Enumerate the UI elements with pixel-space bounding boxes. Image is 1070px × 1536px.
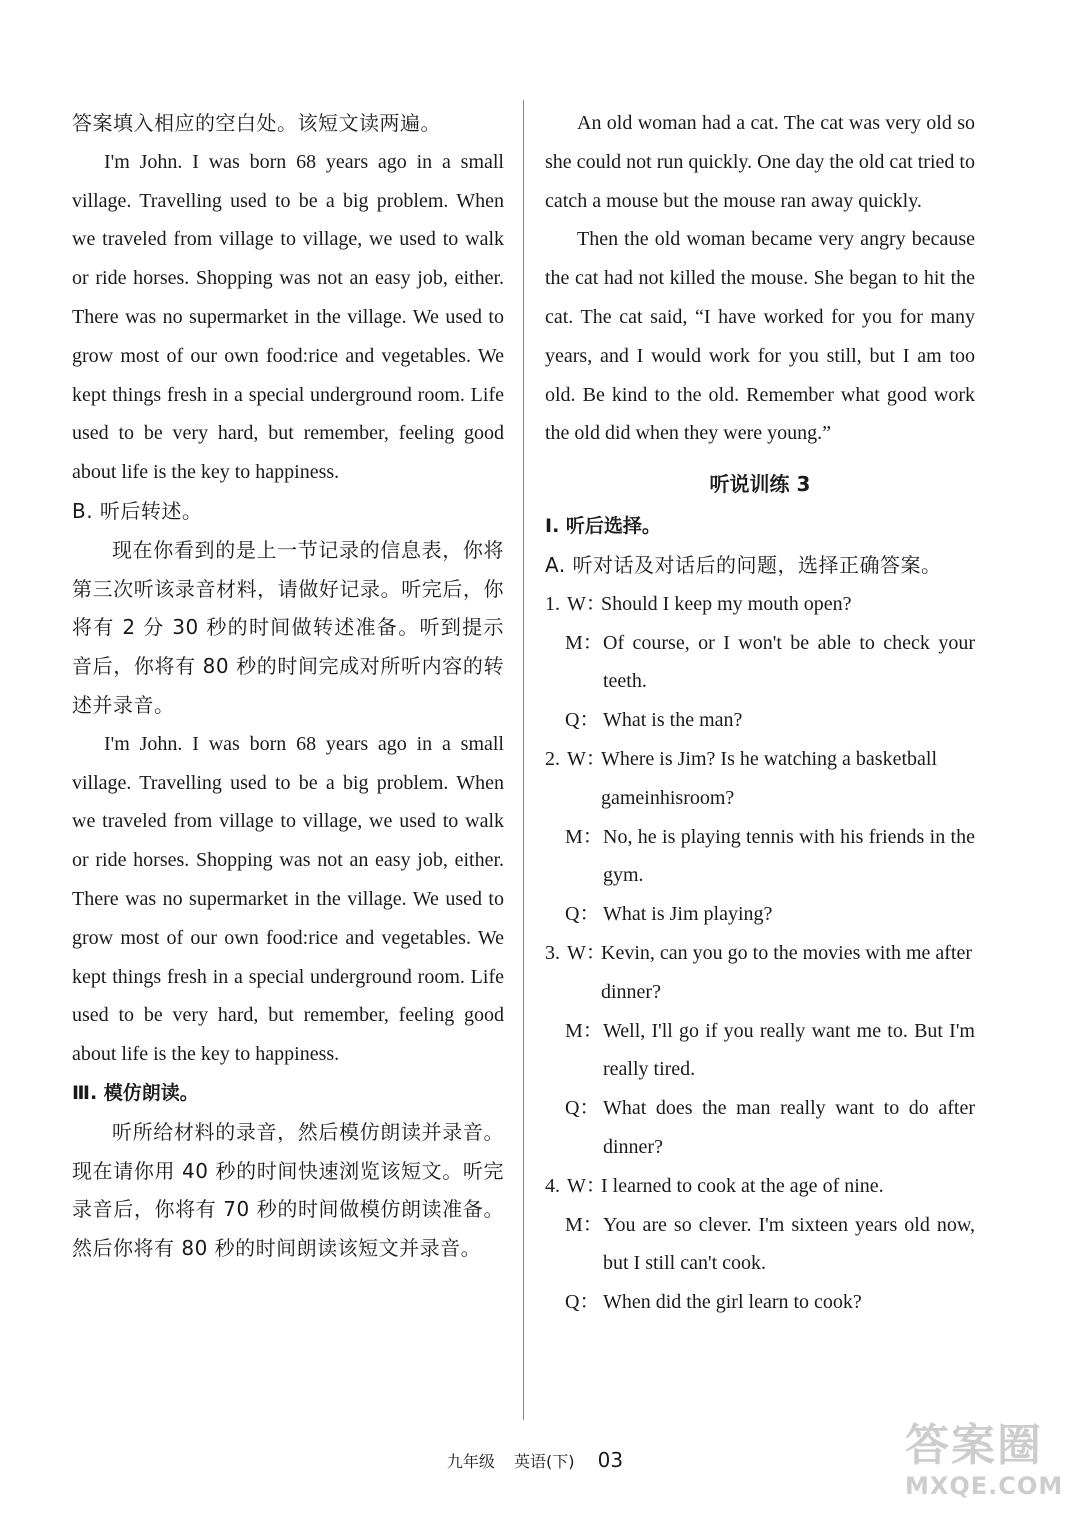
right-column [545, 104, 975, 1322]
watermark-text: 答案圈 [905, 1420, 1043, 1471]
speaker-tag: W： [567, 941, 606, 964]
footer-subject: 英语(下) [514, 1452, 575, 1471]
speaker-tag: M： [565, 631, 603, 654]
passage-1: I'm John. I was born 68 years ago in a small village. Travelling used to be a big problem. When we traveled from village to village, we used to walk or ride horses. Shopping was not an easy job, either. There was no supermarket in the village. We used to grow most of our own food:rice and vegetables. We kept things fresh in a special underground room. Life used to be very hard, but remember, feeling good about life is the key to happiness. [72, 150, 504, 484]
left-column [72, 104, 504, 1268]
speaker-tag: W： [567, 747, 606, 770]
question-line: When did the girl learn to cook? [603, 1291, 862, 1314]
passage-2: I'm John. I was born 68 years ago in a small village. Travelling used to be a big problem. When we traveled from village to village, we used to walk or ride horses. Shopping was not an easy job, either. There was no supermarket in the village. We used to grow most of our own food:rice and vegetables. We kept things fresh in a special underground room. Life used to be very hard, but remember, feeling good about life is the key to happiness. [72, 732, 504, 1066]
section-3-instructions: 听所给材料的录音，然后模仿朗读并录音。现在请你用 40 秒的时间快速浏览该短文。听完录音后，你将有 70 秒的时间做模仿朗读准备。然后你将有 80 秒的时间朗读该短文并录音。 [72, 1119, 504, 1261]
question-line: What is the man? [603, 709, 743, 732]
speaker-tag: M： [565, 1213, 603, 1236]
speaker-tag: Q： [565, 903, 600, 926]
speaker-tag: W： [567, 1174, 606, 1197]
question-line: What does the man really want to do after dinner? [603, 1097, 975, 1158]
dialogue-line: No, he is playing tennis with his friends in the gym. [603, 825, 975, 887]
story-paragraph-1: An old woman had a cat. The cat was very old so she could not run quickly. One day the old cat tried to catch a mouse but the mouse ran away quickly. [545, 112, 975, 212]
dialogue-number: 3. [545, 941, 560, 964]
speaker-tag: Q： [565, 709, 600, 732]
dialogue-line: Kevin, can you go to the movies with me after dinner? [601, 941, 973, 1003]
speaker-tag: Q： [565, 1097, 600, 1120]
unit-title: 听说训练 3 [709, 472, 811, 497]
page-number: 03 [597, 1448, 624, 1472]
dialogue-line: Of course, or I won't be able to check your teeth. [603, 631, 975, 693]
dialogue-line: You are so clever. I'm sixteen years old now, but I still can't cook. [603, 1213, 975, 1275]
dialogue-line: I learned to cook at the age of nine. [601, 1174, 884, 1197]
footer-grade: 九年级 [446, 1452, 495, 1471]
section-3-title: Ⅲ. 模仿朗读。 [72, 1081, 199, 1104]
speaker-tag: Q： [565, 1291, 600, 1314]
watermark-logo [905, 1420, 1064, 1528]
dialogue-line: Well, I'll go if you really want me to. But I'm really tired. [603, 1019, 975, 1081]
speaker-tag: M： [565, 825, 603, 848]
dialogue-item [545, 934, 975, 1167]
dialogue-item [545, 585, 975, 740]
dialogue-line: Should I keep my mouth open? [601, 592, 852, 615]
story-paragraph-2: Then the old woman became very angry because the cat had not killed the mouse. She began to hit the cat. The cat said, “I have worked for you for many years, and I would work for you still, but I am too old. Be kind to the old. Remember what good work the old did when they were young.” [545, 228, 975, 445]
intro-tail: 答案填入相应的空白处。该短文读两遍。 [72, 111, 441, 135]
dialogue-item [545, 740, 975, 934]
section-b-title: B. 听后转述。 [72, 498, 203, 523]
dialogue-list [545, 585, 975, 1322]
dialogue-item [545, 1167, 975, 1322]
dialogue-number: 1. [545, 592, 560, 615]
dialogue-line: Where is Jim? Is he watching a basketball gameinhisroom? [601, 747, 937, 809]
column-divider [523, 100, 524, 1420]
watermark-url: MXQE.COM [905, 1472, 1064, 1500]
part-a-instructions: A. 听对话及对话后的问题，选择正确答案。 [545, 552, 942, 577]
question-line: What is Jim playing? [603, 903, 773, 926]
dialogue-number: 2. [545, 747, 560, 770]
speaker-tag: M： [565, 1019, 603, 1042]
part-1-title: Ⅰ. 听后选择。 [545, 515, 661, 538]
section-b-instructions: 现在你看到的是上一节记录的信息表，你将第三次听该录音材料，请做好记录。听完后，你将有 2 分 30 秒的时间做转述准备。听到提示音后，你将有 80 秒的时间完成对所听内容的转述并录音。 [72, 537, 504, 717]
speaker-tag: W： [567, 592, 606, 615]
dialogue-number: 4. [545, 1174, 560, 1197]
